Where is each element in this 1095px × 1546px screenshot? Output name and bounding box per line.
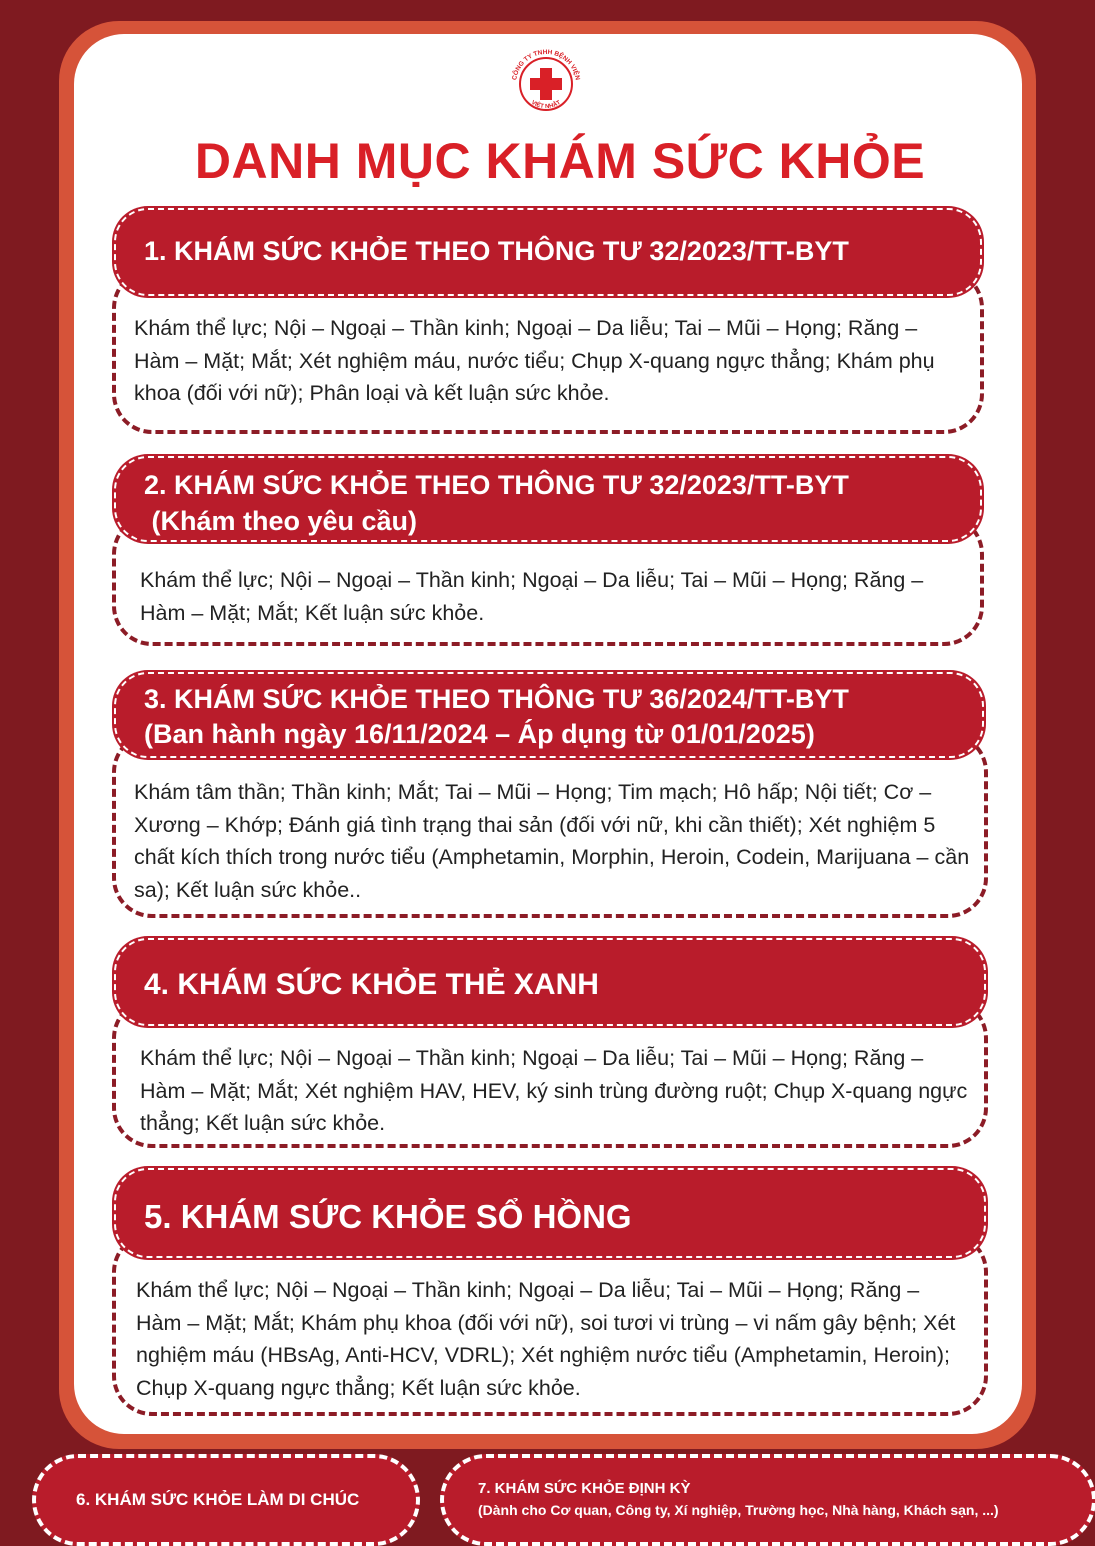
footer-item-7 bbox=[440, 1454, 1095, 1546]
section-4-header bbox=[114, 938, 986, 1026]
logo-text-bottom: VIỆT NHẬT bbox=[529, 99, 563, 111]
section-5-body bbox=[112, 1232, 988, 1416]
section-2-title-line2: (Khám theo yêu cầu) bbox=[144, 506, 418, 536]
section-2-text: Khám thể lực; Nội – Ngoại – Thần kinh; Ngoại – Da liễu; Tai – Mũi – Họng; Răng – Hàm – Mặt; Mắt; Kết luận sức khỏe. bbox=[140, 568, 924, 625]
hospital-logo-icon bbox=[506, 44, 586, 124]
footer-item-7-sublabel: (Dành cho Cơ quan, Công ty, Xí nghiệp, Trường học, Nhà hàng, Khách sạn, ...) bbox=[478, 1502, 999, 1518]
section-5-text: Khám thể lực; Nội – Ngoại – Thần kinh; Ngoại – Da liễu; Tai – Mũi – Họng; Răng – Hàm – Mặt; Mắt; Khám phụ khoa (đối với nữ), soi tươi vi trùng – vi nấm gây bệnh; Xét nghiệm máu (HBsAg, Anti-HCV, VDRL); Xét nghiệm nước tiểu (Amphetamin, Heroin); Chụp X-quang ngực thẳng; Kết luận sức khỏe. bbox=[136, 1278, 956, 1400]
section-5-header bbox=[114, 1168, 986, 1258]
section-5-title: 5. KHÁM SỨC KHỎE SỔ HỒNG bbox=[144, 1198, 632, 1235]
page-title: DANH MỤC KHÁM SỨC KHỎE bbox=[194, 133, 926, 189]
section-1-title: 1. KHÁM SỨC KHỎE THEO THÔNG TƯ 32/2023/TT-BYT bbox=[144, 236, 849, 266]
footer-item-6 bbox=[32, 1454, 420, 1546]
section-3-text: Khám tâm thần; Thần kinh; Mắt; Tai – Mũi – Họng; Tim mạch; Hô hấp; Nội tiết; Cơ – Xương – Khớp; Đánh giá tình trạng thai sản (đối với nữ, khi cần thiết); Xét nghiệm 5 chất kích thích trong nước tiểu (Amphetamin, Morphin, Heroin, Codein, Marijuana – cần sa); Kết luận sức khỏe.. bbox=[134, 780, 970, 902]
section-3-header bbox=[114, 672, 984, 758]
section-1-text: Khám thể lực; Nội – Ngoại – Thần kinh; Ngoại – Da liễu; Tai – Mũi – Họng; Răng – Hàm – Mặt; Mắt; Xét nghiệm máu, nước tiểu; Chụp X-quang ngực thẳng; Khám phụ khoa (đối với nữ); Phân loại và kết luận sức khỏe. bbox=[134, 316, 935, 405]
section-4-title: 4. KHÁM SỨC KHỎE THẺ XANH bbox=[144, 968, 599, 1001]
section-3-title-line1: 3. KHÁM SỨC KHỎE THEO THÔNG TƯ 36/2024/TT-BYT bbox=[144, 684, 849, 714]
footer-item-7-label: 7. KHÁM SỨC KHỎE ĐỊNH KỲ bbox=[478, 1480, 691, 1497]
section-2-title-line1: 2. KHÁM SỨC KHỎE THEO THÔNG TƯ 32/2023/TT-BYT bbox=[144, 470, 849, 500]
section-1-header bbox=[114, 208, 982, 296]
section-3-body bbox=[112, 732, 988, 918]
footer-item-6-label: 6. KHÁM SỨC KHỎE LÀM DI CHÚC bbox=[76, 1490, 360, 1509]
section-3-title-line2: (Ban hành ngày 16/11/2024 – Áp dụng từ 01/01/2025) bbox=[144, 719, 815, 749]
section-2-header bbox=[114, 456, 982, 542]
section-4-text: Khám thể lực; Nội – Ngoại – Thần kinh; Ngoại – Da liễu; Tai – Mũi – Họng; Răng – Hàm – Mặt; Mắt; Xét nghiệm HAV, HEV, ký sinh trùng đường ruột; Chụp X-quang ngực thẳng; Kết luận sức khỏe. bbox=[140, 1046, 968, 1135]
logo-text-top: CÔNG TY TNHH BỆNH VIỆN bbox=[511, 48, 581, 81]
